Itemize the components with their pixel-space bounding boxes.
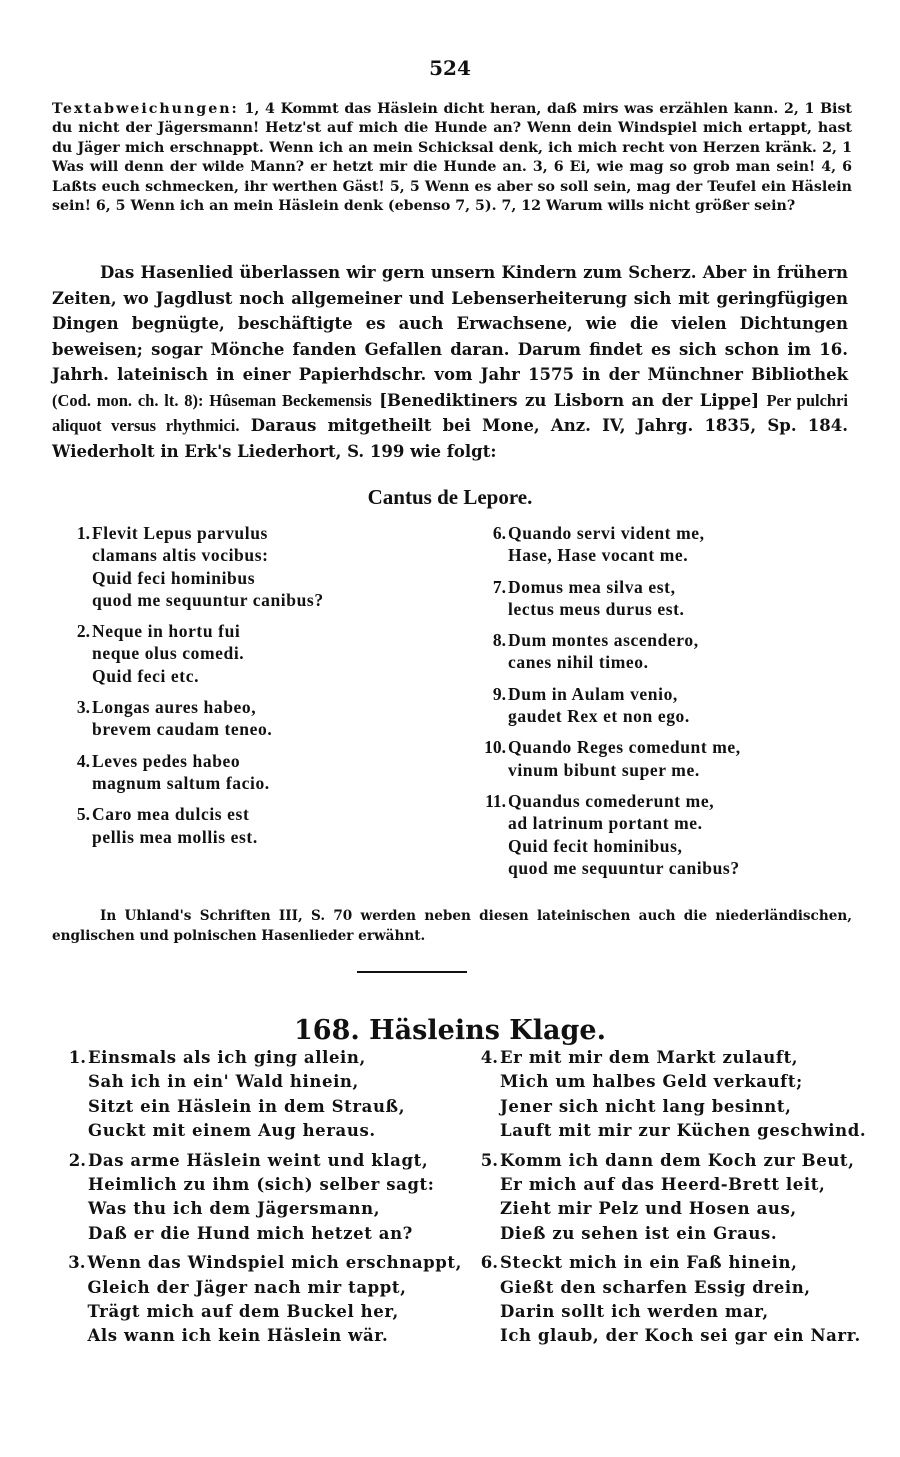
intro-text-3: Daraus mitgetheilt bei Mone, Anz. IV, Jahrg. 1835, Sp. 184. Wiederholt in Erk's Liederhort, S. 199 wie folgt: xyxy=(52,416,848,461)
stanza-lines xyxy=(88,1149,434,1247)
verse-line: brevem caudam teneo. xyxy=(92,719,273,740)
intro-latin-1: (Cod. mon. ch. lt. 8): Hûseman Beckemensis xyxy=(52,390,372,410)
verse-line: Quandus comederunt me, xyxy=(508,790,715,811)
stanza-lines xyxy=(500,1046,866,1144)
stanza-number: 5. xyxy=(480,1150,498,1170)
verse-line: canes nihil timeo. xyxy=(508,652,649,673)
verse-line: Flevit Lepus parvulus xyxy=(92,523,268,543)
stanza-number: 3. xyxy=(68,1253,86,1273)
verse-line: ad latrinum portant me. xyxy=(508,813,703,834)
stanza xyxy=(472,790,872,879)
stanza-number: 10. xyxy=(484,737,506,758)
uhland-note xyxy=(52,906,852,946)
verse-line: Dieß zu sehen ist ein Graus. xyxy=(500,1223,778,1243)
note-text: In Uhland's Schriften III, S. 70 werden neben diesen lateinischen auch die niederländischen, englischen und polnischen Hasenlieder erwähnt. xyxy=(52,908,852,944)
intro-text-2: [Benediktiners zu Lisborn an der Lippe] xyxy=(371,390,767,410)
verse-line: Caro mea dulcis est xyxy=(92,804,250,825)
variants-text: 1, 4 Kommt das Häslein dicht heran, daß mirs was erzählen kann. 2, 1 Bist du nicht der Jägersmann! Hetz'st auf mich die Hunde an? Wenn dein Windspiel mich ertappt, hast du Jäger mich erschnappt. Wenn ich an mein Schicksal denk, ich mich recht von Herzen kränk. 2, 1 Was will denn der wilde Mann? er hetzt mir die Hunde an. 3, 6 Ei, wie mag so grob man sein! 4, 6 Laßts euch schmecken, ihr werthen Gäst! 5, 5 Wenn es aber so soll sein, mag der Teufel ein Häslein sein! 6, 5 Wenn ich an mein Häslein denk (ebenso 7, 5). 7, 12 Warum wills nicht größer sein? xyxy=(52,101,852,215)
verse-line: Ich glaub, der Koch sei gar ein Narr. xyxy=(500,1326,861,1346)
verse-line: Quid fecit hominibus, xyxy=(508,835,683,856)
verse-line: Sitzt ein Häslein in dem Strauß, xyxy=(88,1096,406,1116)
verse-line: Trägt mich auf dem Buckel her, xyxy=(87,1302,399,1322)
verse-line: vinum bibunt super me. xyxy=(508,759,700,780)
stanza-number: 9. xyxy=(492,683,506,704)
stanza-number: 6. xyxy=(492,523,506,543)
stanza-number: 4. xyxy=(76,750,90,771)
stanza-lines xyxy=(508,683,690,728)
stanza-lines xyxy=(508,522,705,567)
verse-line: Quando Reges comedunt me, xyxy=(508,737,741,758)
stanza-lines xyxy=(508,736,741,781)
stanza xyxy=(66,696,446,741)
stanza-number: 7. xyxy=(492,576,506,597)
stanza xyxy=(66,620,446,687)
stanza xyxy=(66,803,446,848)
verse-line: Wenn das Windspiel mich erschnappt, xyxy=(87,1253,462,1273)
verse-line: Daß er die Hund mich hetzet an? xyxy=(88,1223,413,1243)
verse-line: lectus meus durus est. xyxy=(508,598,685,619)
song-right-column xyxy=(474,1046,874,1354)
stanza xyxy=(62,1149,462,1247)
stanza xyxy=(472,736,872,781)
verse-line: quod me sequuntur canibus? xyxy=(508,857,740,878)
stanza-lines xyxy=(500,1149,855,1247)
verse-line: Quid feci etc. xyxy=(92,665,200,686)
stanza-number: 4. xyxy=(480,1048,498,1067)
song-left-column xyxy=(62,1046,462,1354)
stanza-lines xyxy=(88,1251,463,1349)
stanza-lines xyxy=(92,522,324,611)
verse-line: Gleich der Jäger nach mir tappt, xyxy=(87,1277,407,1297)
verse-line: Zieht mir Pelz und Hosen aus, xyxy=(500,1199,797,1219)
stanza xyxy=(472,629,872,674)
verse-line: Dum montes ascendero, xyxy=(508,630,699,651)
verse-line: Guckt mit einem Aug heraus. xyxy=(88,1121,376,1141)
verse-line: neque olus comedi. xyxy=(92,643,245,664)
verse-line: Heimlich zu ihm (sich) selber sagt: xyxy=(88,1175,435,1195)
stanza-number: 2. xyxy=(76,621,90,642)
stanza-number: 5. xyxy=(76,804,90,825)
verse-line: magnum saltum facio. xyxy=(92,772,270,793)
stanza-number: 1. xyxy=(68,1048,86,1067)
stanza-lines xyxy=(508,629,699,674)
section-divider xyxy=(357,971,467,973)
verse-line: Dum in Aulam venio, xyxy=(508,683,678,704)
stanza-number: 1. xyxy=(76,523,90,543)
stanza xyxy=(474,1149,874,1247)
stanza xyxy=(472,683,872,728)
stanza xyxy=(472,522,872,567)
stanza-number: 2. xyxy=(68,1150,86,1170)
stanza-lines xyxy=(92,803,258,848)
verse-line: Jener sich nicht lang besinnt, xyxy=(500,1096,792,1116)
page-number: 524 xyxy=(429,56,471,80)
verse-line: Darin sollt ich werden mar, xyxy=(500,1302,769,1322)
cantus-right-column xyxy=(472,522,872,888)
text-variants-note xyxy=(52,100,852,216)
stanza-lines xyxy=(88,1046,405,1144)
song-title: 168. Häsleins Klage. xyxy=(294,1015,606,1046)
stanza-lines xyxy=(500,1251,861,1349)
intro-paragraph xyxy=(52,260,848,464)
stanza-lines xyxy=(92,696,272,741)
stanza-number: 8. xyxy=(492,630,506,651)
stanza-number: 3. xyxy=(76,697,90,718)
cantus-title: Cantus de Lepore. xyxy=(367,485,533,509)
verse-line: Mich um halbes Geld verkauft; xyxy=(500,1072,803,1092)
stanza xyxy=(472,576,872,621)
intro-latin-2: Per pulchri aliquot versus rhythmici. xyxy=(52,390,848,435)
verse-line: Hase, Hase vocant me. xyxy=(508,545,689,566)
verse-line: Longas aures habeo, xyxy=(92,697,257,718)
verse-line: Er mit mir dem Markt zulauft, xyxy=(500,1048,799,1067)
stanza xyxy=(62,1251,462,1349)
verse-line: Leves pedes habeo xyxy=(92,750,241,771)
stanza-number: 6. xyxy=(480,1253,498,1273)
stanza xyxy=(62,1046,462,1144)
stanza-number: 11. xyxy=(485,790,506,811)
stanza-lines xyxy=(92,750,270,795)
verse-line: Als wann ich kein Häslein wär. xyxy=(87,1326,389,1346)
stanza xyxy=(66,522,446,611)
verse-line: gaudet Rex et non ego. xyxy=(508,706,690,727)
verse-line: Sah ich in ein' Wald hinein, xyxy=(88,1072,359,1092)
verse-line: Quando servi vident me, xyxy=(508,523,705,543)
stanza xyxy=(474,1046,874,1144)
stanza-lines xyxy=(508,576,685,621)
verse-line: Komm ich dann dem Koch zur Beut, xyxy=(500,1150,855,1170)
verse-line: Quid feci hominibus xyxy=(92,567,256,588)
variants-label: Textabweichungen: xyxy=(52,101,239,117)
stanza-lines xyxy=(508,790,740,879)
verse-line: Domus mea silva est, xyxy=(508,576,676,597)
verse-line: Einsmals als ich ging allein, xyxy=(88,1048,366,1067)
stanza xyxy=(66,750,446,795)
verse-line: Steckt mich in ein Faß hinein, xyxy=(500,1253,798,1273)
verse-line: Er mich auf das Heerd-Brett leit, xyxy=(500,1175,826,1195)
stanza-lines xyxy=(92,620,244,687)
verse-line: Neque in hortu fui xyxy=(92,621,241,642)
cantus-left-column xyxy=(66,522,446,857)
verse-line: Was thu ich dem Jägersmann, xyxy=(88,1199,381,1219)
verse-line: Das arme Häslein weint und klagt, xyxy=(88,1150,429,1170)
verse-line: Lauft mit mir zur Küchen geschwind. xyxy=(500,1121,867,1141)
stanza xyxy=(474,1251,874,1349)
verse-line: pellis mea mollis est. xyxy=(92,826,258,847)
verse-line: quod me sequuntur canibus? xyxy=(92,589,324,610)
verse-line: clamans altis vocibus: xyxy=(92,545,269,566)
verse-line: Gießt den scharfen Essig drein, xyxy=(500,1277,811,1297)
intro-text-1: Das Hasenlied überlassen wir gern unsern Kindern zum Scherz. Aber in frühern Zeiten, wo Jagdlust noch allgemeiner und Lebenserheiterung sich mit geringfügigen Dingen begnügte, beschäftigte es auch Erwachsene, wie die vielen Dichtungen beweisen; sogar Mönche fanden Gefallen daran. Darum findet es sich schon im 16. Jahrh. lateinisch in einer Papierhdschr. vom Jahr 1575 in der Münchner Bibliothek xyxy=(52,263,848,384)
